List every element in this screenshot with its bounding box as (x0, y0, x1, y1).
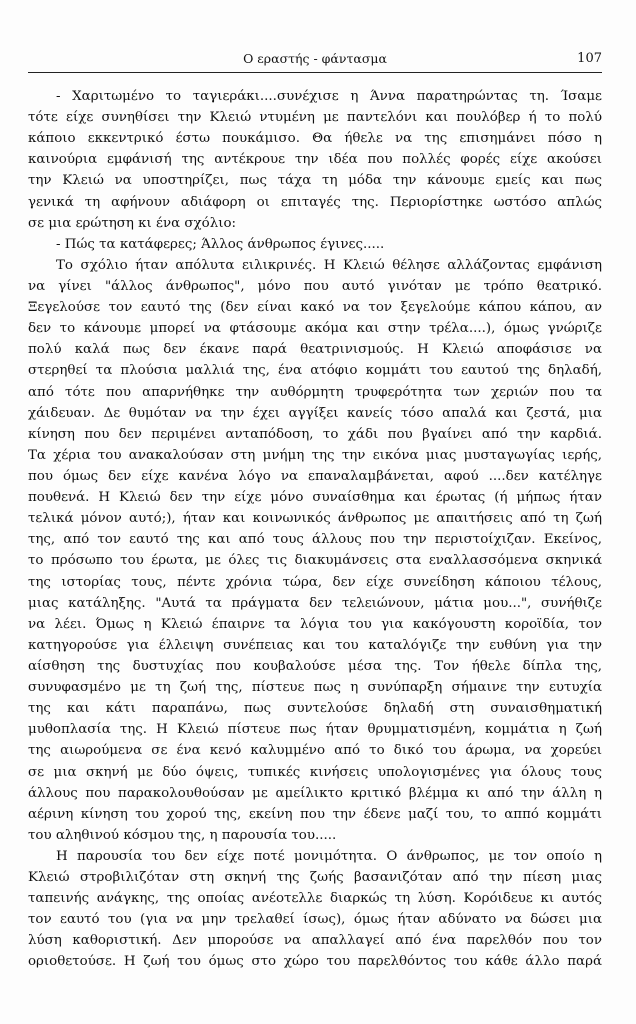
text-line: Η παρουσία του δεν είχε ποτέ μονιμότητα. Ο άνθρωπος, με τον οποίο η (56, 848, 602, 864)
text-line: του αληθινού κόσμου της, η παρουσία του..... (28, 827, 337, 843)
text-line: να γίνει "άλλος άνθρωπος", μόνο που αυτό γινόταν με τρόπο θεατρικό. (28, 278, 602, 294)
text-line: σε μια σκηνή με δύο όψεις, τυπικές κινήσεις υπολογισμένες για όλους τους (28, 764, 602, 780)
text-line: οριοθετούσε. Η ζωή του όμως στο χώρο του παρελθόντος του κάθε άλλο παρά (28, 954, 602, 970)
text-line: της, από τον εαυτό της και από τους άλλους που την περιστοίχιζαν. Εκείνος, (28, 532, 602, 548)
text-line: δεν το κάνουμε μπορεί να φτάσουμε ακόμα και στην τρέλα....), όμως γνώριζε (28, 321, 602, 337)
text-line: - Χαριτωμένο το ταγιεράκι....συνέχισε η Άννα παρατηρώντας τη. Ίσαμε (56, 89, 602, 104)
text-line: την Κλειώ να υποστηρίζει, πως τάχα τη μόδα την κάνουμε εμείς και πως (28, 173, 602, 189)
text-line: της και κάτι παραπάνω, πως συντελούσε δηλαδή στη συναισθηματική (28, 701, 602, 717)
text-line: - Πώς τα κατάφερες; Άλλος άνθρωπος έγινες..... (56, 236, 385, 252)
text-line: μυθοπλασία της. Η Κλειώ πίστευε πως ήταν θρυμματισμένη, κομμάτια η ζωή (28, 722, 602, 738)
text-line: Τα χέρια του ανακαλούσαν στη μνήμη της την εικόνα μιας μυσταγωγίας ιερής, (28, 447, 602, 463)
text-line: λύση καθοριστική. Δεν μπορούσε να απαλλαγεί από ένα παρελθόν που τον (28, 933, 602, 949)
text-line: τότε είχε συνηθίσει την Κλειώ ντυμένη με παντελόνι και πουλόβερ ή το πολύ (28, 110, 602, 126)
page-number: 107 (577, 51, 602, 66)
text-line: αίσθηση της δυστυχίας που κουβαλούσε μέσα της. Τον ήθελε δίπλα της, (28, 658, 602, 674)
text-line: να λέει. Όμως η Κλειώ έπαιρνε τα λόγια του για κακόγουστη κοροϊδία, τον (28, 616, 602, 632)
body-text (28, 86, 602, 973)
text-line: άλλους που παρακολουθούσαν με αμείλικτο κριτικό βλέμμα κι από την άλλη η (28, 785, 602, 801)
text-line: το πρόσωπο του έρωτα, με όλες τις διακυμάνσεις στα εναλλασσόμενα σκηνικά (28, 553, 602, 569)
text-line: πολύ καλά πως δεν έκανε παρά θεατρινισμούς. Η Κλειώ αποφάσισε να (28, 342, 602, 358)
text-line: σε μια ερώτηση κι ένα σχόλιο: (28, 215, 237, 231)
text-line: της αιωρούμενα σε ένα κενό καλυμμένο από το δικό του άρωμα, να χορεύει (28, 743, 602, 759)
text-line: κατηγορούσε για έλλειψη συνέπειας και του καταλόγιζε την ευθύνη για την (28, 637, 602, 653)
text-line: μιας κατάληξης. "Αυτά τα πράγματα δεν τελειώνουν, μάτια μου...", συνήθιζε (28, 595, 602, 611)
text-line: συνυφασμένο με τη ζωή της, πίστευε πως η συνύπαρξη σήμαινε την ευτυχία (28, 680, 602, 696)
text-line: κάποιο εκκεντρικό έστω πουκάμισο. Θα ήθελε να της επισημάνει πόσο η (28, 131, 602, 147)
text-line: γενικά τη αφήνουν αδιάφορη οι επιταγές της. Περιορίστηκε ωστόσο απλώς (28, 194, 602, 210)
text-line: στερηθεί τα πλούσια μαλλιά της, ένα ατόφιο κομμάτι του εαυτού της δηλαδή, (28, 363, 602, 379)
running-title: Ο εραστής - φάντασμα (243, 51, 387, 66)
text-line: Το σχόλιο ήταν απόλυτα ειλικρινές. Η Κλειώ θέλησε αλλάζοντας εμφάνιση (56, 257, 602, 273)
text-line: που όμως δεν είχε κανένα λόγο να επαναλαμβάνεται, αφού ....δεν κατέληγε (28, 468, 602, 484)
text-line: Κλειώ στροβιλιζόταν στη σκηνή της ζωής βασανιζόταν από την πίεση μιας (28, 870, 602, 886)
text-line: χάιδευαν. Δε θυμόταν να την έχει αγγίξει κανείς τόσο απαλά και ζεστά, μια (28, 405, 602, 421)
text-line: τελικά μόνον αυτό;), ήταν και κοινωνικός άνθρωπος με απαιτήσεις από τη ζωή (28, 511, 602, 527)
text-line: της ιστορίας τους, πέντε χρόνια τώρα, δεν είχε συνείδηση κάποιου τέλους, (28, 574, 602, 590)
running-header (28, 48, 602, 70)
text-line: κίνηση που δεν περιμένει ανταπόδοση, το χάδι που βγαίνει από την καρδιά. (28, 426, 602, 442)
text-line: από τότε που απαρνήθηκε την αυθόρμητη τρυφερότητα των χεριών που τα (28, 384, 602, 400)
text-line: Ξεγελούσε τον εαυτό της (δεν είναι κακό να τον ξεγελούμε κάπου κάπου, αν (28, 300, 602, 316)
text-line: πουθενά. Η Κλειώ δεν την είχε μόνο συναίσθημα και έρωτας (ή μήπως ήταν (28, 490, 602, 506)
text-line: ταπεινής ανάγκης, της οποίας ανέοτελλε διαρκώς τη λύση. Κορόιδευε κι αυτός (28, 891, 602, 907)
text-line: αέρινη κίνηση του χορού της, εκείνη που την έδενε μαζί του, το αππό κομμάτι (28, 806, 602, 822)
header-rule (28, 72, 602, 73)
text-line: τον εαυτό του (για να μην τρελαθεί ίσως), όμως ήταν αδύνατο να δώσει μια (28, 912, 602, 928)
text-line: καινούρια εμφάνισή της αντέκρουε την ιδέα που πολλές φορές είχε ακούσει (28, 152, 602, 168)
